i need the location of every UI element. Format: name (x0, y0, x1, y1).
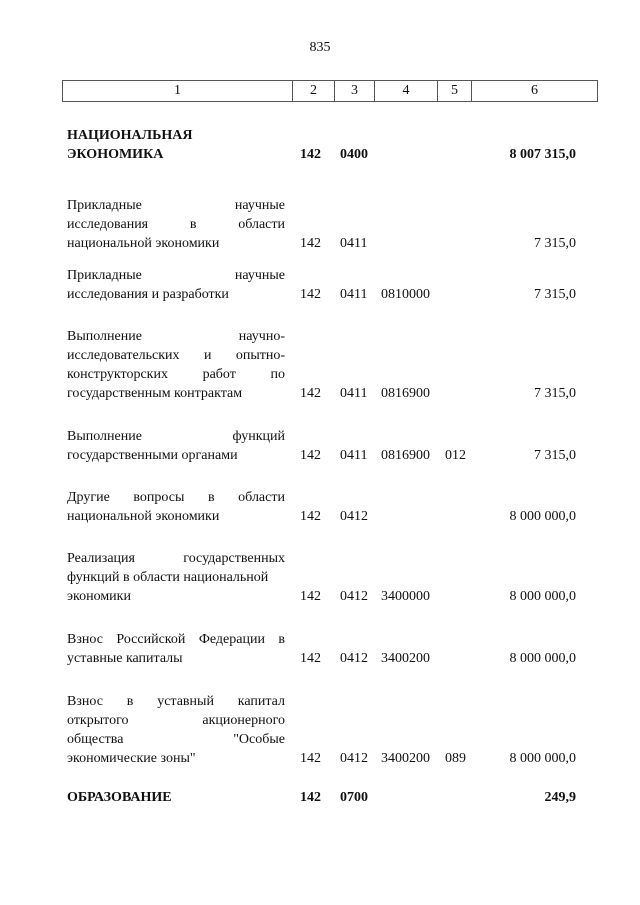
row-name (67, 196, 285, 253)
row-name (67, 549, 285, 606)
row-name (67, 266, 285, 304)
row-name-line: открытого акционерного (67, 713, 285, 728)
row-name (67, 126, 285, 164)
row-col2: 142 (300, 651, 321, 666)
row-name (67, 788, 285, 807)
column-header-table (62, 80, 598, 102)
row-name-line: Прикладные научные (67, 268, 285, 283)
row-name-line: экономики (67, 589, 131, 604)
table-row (0, 549, 640, 606)
row-col2: 142 (300, 287, 321, 302)
row-name-line: Прикладные научные (67, 198, 285, 213)
row-col2: 142 (300, 790, 321, 805)
row-name-line: национальной экономики (67, 509, 220, 524)
row-name-line: ЭКОНОМИКА (67, 147, 164, 162)
column-header-5: 5 (438, 81, 472, 102)
row-name-line: государственным контрактам (67, 386, 243, 401)
row-name-line: национальной экономики (67, 236, 220, 251)
row-col4: 0816900 (381, 448, 430, 463)
row-name-line: исследовательских и опытно- (67, 348, 285, 363)
table-row (0, 488, 640, 526)
column-header-1: 1 (63, 81, 293, 102)
row-name-line: Другие вопросы в области (67, 490, 285, 505)
table-row (0, 327, 640, 403)
row-col4: 0816900 (381, 386, 430, 401)
row-name-line: общества "Особые (67, 732, 285, 747)
row-col2: 142 (300, 448, 321, 463)
row-name-line: Выполнение научно- (67, 329, 285, 344)
row-col4: 3400200 (381, 751, 430, 766)
column-header-3: 3 (335, 81, 375, 102)
row-name-line: ОБРАЗОВАНИЕ (67, 790, 172, 805)
row-col6: 7 315,0 (534, 236, 576, 251)
row-col2: 142 (300, 236, 321, 251)
row-name-line: Реализация государственных (67, 551, 285, 566)
row-col3: 0411 (340, 236, 368, 251)
row-name (67, 692, 285, 768)
row-name-line: Взнос в уставный капитал (67, 694, 285, 709)
row-col6: 8 000 000,0 (509, 651, 576, 666)
row-col6: 7 315,0 (534, 448, 576, 463)
row-name-line: исследования в области (67, 217, 285, 232)
row-col3: 0412 (340, 589, 368, 604)
table-row (0, 427, 640, 465)
table-row (0, 266, 640, 304)
row-name (67, 327, 285, 403)
row-col2: 142 (300, 386, 321, 401)
page-number: 835 (309, 40, 331, 55)
row-col2: 142 (300, 509, 321, 524)
row-name-line: Взнос Российской Федерации в (67, 632, 285, 647)
table-row (0, 630, 640, 668)
column-header-2: 2 (293, 81, 335, 102)
row-name-line: уставные капиталы (67, 651, 183, 666)
row-col6: 8 007 315,0 (509, 147, 576, 162)
row-name-line: конструкторских работ по (67, 367, 285, 382)
row-name-line: Выполнение функций (67, 429, 285, 444)
table-row (0, 126, 640, 164)
row-name-line: функций в области национальной (67, 570, 269, 585)
row-col3: 0412 (340, 751, 368, 766)
row-col4: 0810000 (381, 287, 430, 302)
row-col3: 0700 (340, 790, 368, 805)
row-col3: 0411 (340, 287, 368, 302)
row-name-line: исследования и разработки (67, 287, 229, 302)
row-col4: 3400200 (381, 651, 430, 666)
row-name (67, 427, 285, 465)
table-row (0, 196, 640, 253)
row-col3: 0400 (340, 147, 368, 162)
row-col2: 142 (300, 147, 321, 162)
row-col3: 0412 (340, 509, 368, 524)
row-col6: 8 000 000,0 (509, 509, 576, 524)
table-row (0, 788, 640, 807)
row-col6: 249,9 (544, 790, 576, 805)
row-name (67, 630, 285, 668)
row-col5: 012 (445, 448, 466, 463)
row-col3: 0411 (340, 448, 368, 463)
row-name-line: государственными органами (67, 448, 238, 463)
row-col4: 3400000 (381, 589, 430, 604)
column-header-row (63, 81, 598, 102)
row-col2: 142 (300, 589, 321, 604)
row-col6: 7 315,0 (534, 287, 576, 302)
column-header-6: 6 (472, 81, 598, 102)
row-col6: 7 315,0 (534, 386, 576, 401)
row-col5: 089 (445, 751, 466, 766)
row-col2: 142 (300, 751, 321, 766)
row-col6: 8 000 000,0 (509, 589, 576, 604)
row-name-line: НАЦИОНАЛЬНАЯ (67, 128, 193, 143)
column-header-4: 4 (375, 81, 438, 102)
row-col6: 8 000 000,0 (509, 751, 576, 766)
row-col3: 0411 (340, 386, 368, 401)
row-col3: 0412 (340, 651, 368, 666)
row-name (67, 488, 285, 526)
table-row (0, 692, 640, 768)
row-name-line: экономические зоны" (67, 751, 196, 766)
